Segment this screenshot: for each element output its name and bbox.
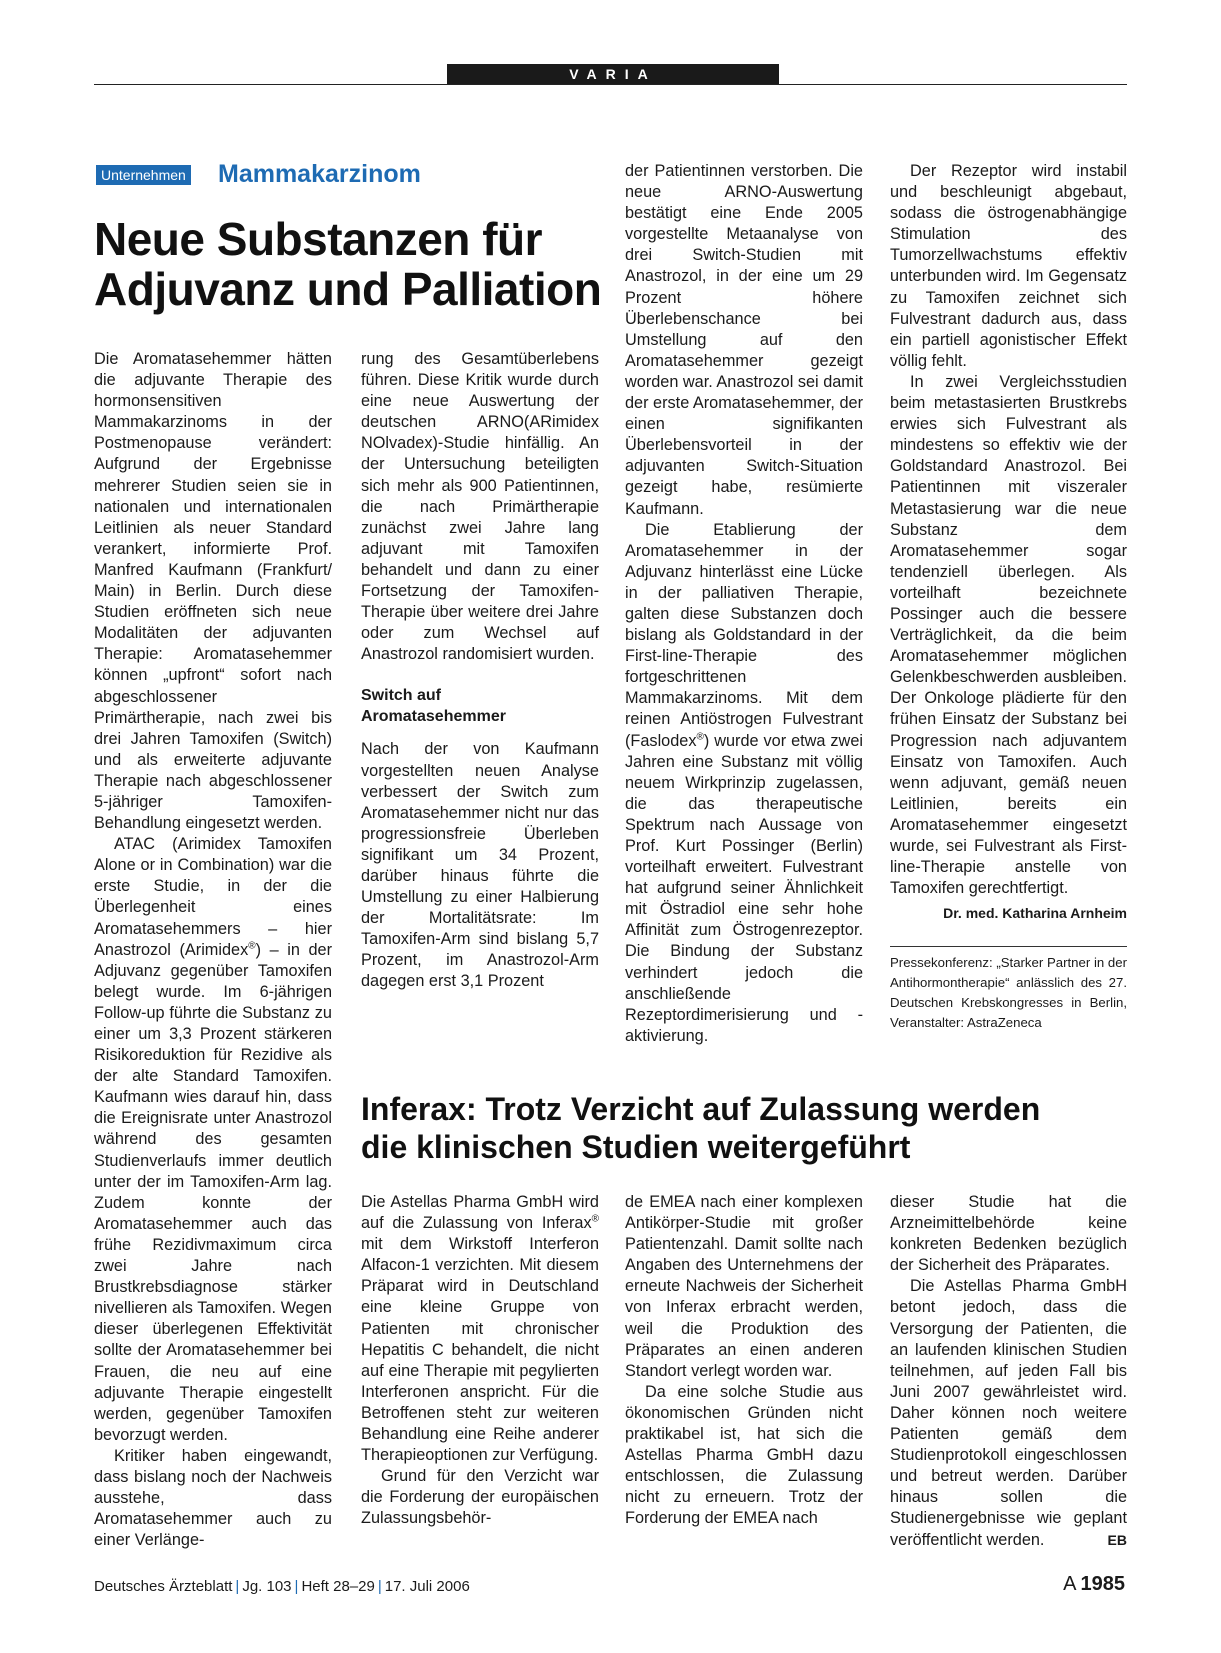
article1-column-4 bbox=[890, 161, 1127, 1033]
text-run: Die Astellas Pharma GmbH betont jedoch, dass die Versorgung der Patienten, die an laufenden klinischen Studien teilnehmen, auf jeden Fall bis Juni 2007 gewährleistet wird. Daher können noch weitere Patienten gemäß dem Studienprotokoll eingeschlossen und betreut werden. Darüber hinaus sollen die Studienergebnisse wie geplant veröffentlicht werden. bbox=[890, 1277, 1127, 1549]
registered-mark: ® bbox=[248, 940, 256, 952]
page-number bbox=[1063, 1573, 1125, 1596]
page-number-value: 1985 bbox=[1080, 1573, 1125, 1595]
footer-separator: | bbox=[235, 1578, 240, 1595]
text-run: Die Astellas Pharma GmbH wird auf die Zulassung von Inferax bbox=[361, 1193, 599, 1233]
subheading bbox=[361, 685, 599, 727]
author-initials: EB bbox=[1107, 1531, 1127, 1548]
issue-date: 17. Juli 2006 bbox=[384, 1578, 470, 1595]
journal-volume: Jg. 103 bbox=[242, 1578, 292, 1595]
headline-line-1: Neue Substanzen für bbox=[94, 213, 543, 265]
headline-line-2: Adjuvanz und Palliation bbox=[94, 263, 602, 315]
footer-separator: | bbox=[294, 1578, 299, 1595]
paragraph: In zwei Vergleichsstudien beim metastasierten Brustkrebs erwies sich Fulvestrant als mindestens so effektiv wie der Goldstandard Anastrozol. Bei Patientinnen mit viszeraler Metastasierung war die neue Substanz dem Aromatasehemmer sogar tendenziell überlegen. Als vorteilhaft bezeichnete Possinger auch die bessere Verträglichkeit, da die beim Aromatasehemmer möglichen Gelenkbeschwerden ausbleiben. Der Onkologe plädierte für den frühen Einsatz der Substanz bei Progression nach adjuvantem Einsatz von Tamoxifen. Auch wenn adjuvant, gemäß neuen Leitlinien, bereits ein Aromatasehemmer eingesetzt wurde, sei Fulvestrant als First-line-Therapie anstelle von Tamoxifen gerechtfertigt. bbox=[890, 372, 1127, 898]
paragraph: rung des Gesamtüberlebens führen. Diese Kritik wurde durch eine neue Auswertung der deutschen ARNO(ARimidex NOlvadex)-Studie hinfällig. An der Untersuchung beteiligten sich mehr als 900 Patientinnen, die nach Primärtherapie zunächst zwei Jahre lang adjuvant mit Tamoxifen behandelt und dann zu einer Fortsetzung der Tamoxifen-Therapie über weitere drei Jahre oder zum Wechsel auf Anastrozol randomisiert wurden. bbox=[361, 350, 599, 664]
article1-column-1 bbox=[94, 349, 332, 1551]
text-run: ) wurde vor etwa zwei Jahren eine Substanz mit völlig neuem Wirkprinzip zugelassen, die das therapeutische Spektrum nach Aussage von Prof. Kurt Possinger (Berlin) vorteilhaft erweitert. Fulvestrant hat aufgrund seiner Ähnlichkeit mit Östradiol eine sehr hohe Affinität zum Östrogenrezeptor. Die Bindung der Substanz verhindert jedoch die anschließende Rezeptordimerisierung und -aktivierung. bbox=[625, 731, 863, 1045]
paragraph: Grund für den Verzicht war die Forderung der europäischen Zulassungsbehör- bbox=[361, 1467, 599, 1528]
text-run: ) – in der Adjuvanz gegenüber Tamoxifen belegt wurde. Im 6-jährigen Follow-up führte die Substanz zu einer um 3,3 Prozent stärkeren Risikoreduktion für Rezidive als der alte Standard Tamoxifen. Kaufmann wies darauf hin, dass die Ereignisrate unter Anastrozol während des gesamten Studienverlaufs immer deutlich unter der im Tamoxifen-Arm lag. Zudem konnte der Aromatasehemmer auch das frühe Rezidivmaximum circa zwei Jahre nach Brustkrebsdiagnose stärker nivellieren als Tamoxifen. Wegen dieser überlegenen Effektivität sollte der Aromatasehemmer bei Frauen, die neu auf eine adjuvante Therapie eingestellt werden, gegenüber Tamoxifen bevorzugt werden. bbox=[94, 940, 332, 1444]
article1-column-2 bbox=[361, 349, 599, 993]
paragraph bbox=[890, 1276, 1127, 1550]
paragraph bbox=[94, 834, 332, 1446]
journal-name: Deutsches Ärzteblatt bbox=[94, 1578, 233, 1595]
article2-column-1 bbox=[361, 1192, 599, 1530]
subheading-line-2: Aromatasehemmer bbox=[361, 708, 506, 726]
article-headline bbox=[94, 214, 614, 314]
text-run: ATAC (Arimidex Tamoxifen Alone or in Combination) war die erste Studie, in der die Überlegenheit eines Aromatasehemmers – hier Anastrozol (Arimidex bbox=[94, 835, 332, 959]
page-prefix: A bbox=[1063, 1573, 1077, 1595]
registered-mark: ® bbox=[591, 1213, 599, 1225]
paragraph: Der Rezeptor wird instabil und beschleunigt abgebaut, sodass die östrogenabhängige Stimulation des Tumorzellwachstums effektiv unterbunden wird. Im Gegensatz zu Tamoxifen zeichnet sich Fulvestrant dadurch aus, dass ein partiell agonistischer Effekt völlig fehlt. bbox=[890, 162, 1127, 370]
footer-separator: | bbox=[377, 1578, 382, 1595]
paragraph: der Patientinnen verstorben. Die neue ARNO-Auswertung bestätigt eine Ende 2005 vorgestellte Metaanalyse von drei Switch-Studien mit Anastrozol, in der eine um 29 Prozent höhere Überlebenschance bei Umstellung auf den Aromatasehemmer gezeigt worden war. Anastrozol sei damit der erste Aromatasehemmer, der einen signifikanten Überlebensvorteil in der adjuvanten Switch-Situation gezeigt habe, resümierte Kaufmann. bbox=[625, 162, 864, 518]
top-rule bbox=[94, 84, 1127, 85]
source-divider bbox=[890, 946, 1127, 947]
paragraph bbox=[361, 1192, 599, 1466]
paragraph: de EMEA nach einer komplexen Antikörper-Studie mit großer Patientenzahl. Damit sollte nach Angaben des Unternehmens der erneute Nachweis der Sicherheit von Inferax erbracht werden, weil die Produktion des Präparates an einen anderen Standort verlegt worden war. bbox=[625, 1193, 863, 1380]
source-note: Pressekonferenz: „Starker Partner in der Antihormontherapie“ anlässlich des 27. Deutschen Krebskongresses in Berlin, Veranstalter: AstraZeneca bbox=[890, 955, 1127, 1031]
paragraph: Nach der von Kaufmann vorgestellten neuen Analyse verbessert der Switch zum Aromatasehemmer nicht nur das progressionsfreie Überleben signifikant um 34 Prozent, darüber hinaus führte die Umstellung zu einer Halbierung der Mortalitätsrate: Im Tamoxifen-Arm sind bislang 5,7 Prozent, im Anastrozol-Arm dagegen erst 3,1 Prozent bbox=[361, 740, 599, 991]
article-kicker: Mammakarzinom bbox=[218, 160, 421, 188]
article1-column-3 bbox=[625, 161, 863, 1047]
text-run: Die Etablierung der Aromatasehemmer in der Adjuvanz hinterlässt eine Lücke in der palliativen Therapie, galten diese Substanzen doch bislang als Goldstandard in der First-line-Therapie des fortgeschrittenen Mammakarzinoms. Mit dem reinen Antiöstrogen Fulvestrant (Faslodex bbox=[625, 520, 863, 750]
article2-headline bbox=[361, 1090, 1121, 1166]
subheading-line-1: Switch auf bbox=[361, 687, 442, 705]
text-run: mit dem Wirkstoff Interferon Alfacon-1 verzichten. Mit diesem Präparat wird in Deutschland eine kleine Gruppe von Patienten mit chronischer Hepatitis C behandelt, die nicht auf eine Therapie mit pegylierten Interferonen anspricht. Für die Betroffenen steht zur weiteren Behandlung eine Reihe anderer Therapieoptionen zur Verfügung. bbox=[361, 1235, 599, 1465]
paragraph: Die Aromatasehemmer hätten die adjuvante Therapie des hormonsensitiven Mammakarzinoms in der Postmenopause verändert: Aufgrund der Ergebnisse mehrerer Studien seien sie in nationalen und internationalen Leitlinien als neuer Standard verankert, informierte Prof. Manfred Kaufmann (Frankfurt/ Main) in Berlin. Durch diese Studien eröffneten sich neue Modalitäten der adjuvanten Therapie: Aromatasehemmer können „upfront“ sofort nach abgeschlossener Primärtherapie, nach zwei bis drei Jahren Tamoxifen (Switch) und als erweiterte adjuvante Therapie nach abgeschlossener 5-jähriger Tamoxifen-Behandlung eingesetzt werden. bbox=[94, 350, 332, 833]
section-banner: VARIA bbox=[447, 64, 779, 85]
headline-line-2: die klinischen Studien weitergeführt bbox=[361, 1129, 911, 1165]
page-footer bbox=[94, 1578, 470, 1595]
paragraph: Kritiker haben eingewandt, dass bislang noch der Nachweis ausstehe, dass Aromatasehemmer auch zu einer Verlänge- bbox=[94, 1446, 332, 1550]
journal-issue: Heft 28–29 bbox=[301, 1578, 375, 1595]
paragraph bbox=[625, 520, 863, 1047]
article2-column-2 bbox=[625, 1192, 863, 1530]
author-byline: Dr. med. Katharina Arnheim bbox=[943, 905, 1127, 922]
paragraph: Da eine solche Studie aus ökonomischen Gründen nicht praktikabel ist, hat sich die Astellas Pharma GmbH dazu entschlossen, die Zulassung nicht zu erneuern. Trotz der Forderung der EMEA nach bbox=[625, 1382, 863, 1528]
category-tag: Unternehmen bbox=[96, 165, 191, 185]
article2-column-3 bbox=[890, 1192, 1127, 1551]
registered-mark: ® bbox=[696, 731, 704, 743]
headline-line-1: Inferax: Trotz Verzicht auf Zulassung werden bbox=[361, 1091, 1041, 1127]
paragraph: dieser Studie hat die Arzneimittelbehörde keine konkreten Bedenken bezüglich der Sicherheit des Präparates. bbox=[890, 1193, 1127, 1275]
